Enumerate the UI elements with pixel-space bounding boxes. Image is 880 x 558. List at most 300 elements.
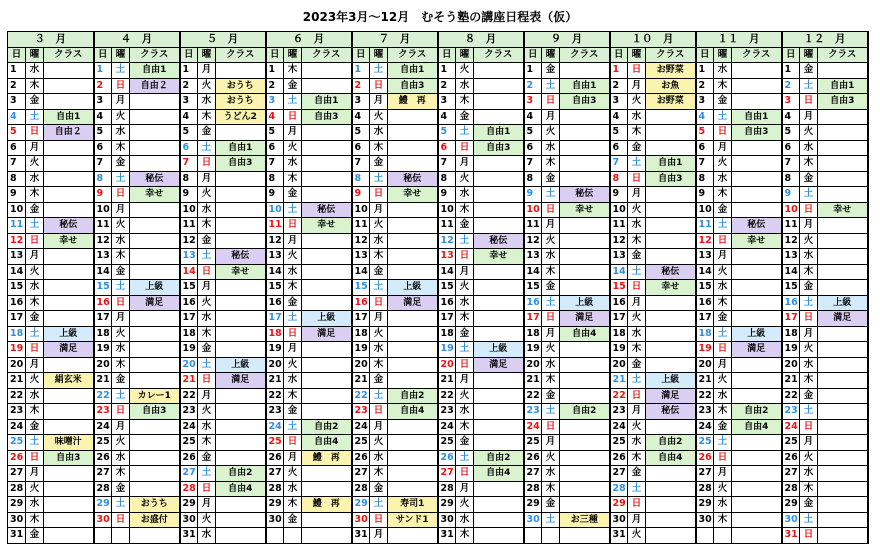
weekday-cell: 金: [456, 109, 474, 125]
day-number: 7: [8, 156, 26, 172]
class-cell: [388, 466, 438, 482]
weekday-cell: 日: [800, 311, 818, 327]
day-number: 7: [524, 156, 542, 172]
weekday-cell: 木: [456, 202, 474, 218]
weekday-cell: 木: [26, 512, 44, 528]
day-number: 11: [8, 218, 26, 234]
col-header-class: クラス: [474, 47, 524, 63]
weekday-cell: 土: [370, 63, 388, 79]
class-cell: [388, 311, 438, 327]
weekday-cell: 土: [284, 202, 302, 218]
weekday-cell: 月: [284, 125, 302, 141]
day-number: 26: [782, 450, 800, 466]
weekday-cell: 土: [284, 419, 302, 435]
col-header-weekday: 曜: [284, 47, 302, 63]
day-number: 2: [94, 78, 112, 94]
weekday-cell: 月: [370, 311, 388, 327]
class-cell: [646, 249, 696, 265]
day-number: 28: [696, 481, 714, 497]
class-cell: [388, 528, 438, 544]
day-number: 9: [438, 187, 456, 203]
class-event: 自由1: [388, 63, 438, 79]
day-number: 6: [352, 140, 370, 156]
class-cell: [302, 373, 352, 389]
weekday-cell: 月: [800, 326, 818, 342]
weekday-cell: 水: [112, 450, 130, 466]
weekday-cell: 水: [800, 140, 818, 156]
class-cell: [818, 326, 868, 342]
weekday-cell: 日: [542, 202, 560, 218]
weekday-cell: 金: [284, 295, 302, 311]
weekday-cell: 日: [370, 404, 388, 420]
day-number: 1: [610, 63, 628, 79]
class-cell: [474, 202, 524, 218]
day-number: 24: [610, 419, 628, 435]
weekday-cell: 水: [800, 249, 818, 265]
day-number: 19: [696, 342, 714, 358]
day-number: 11: [352, 218, 370, 234]
class-cell: [474, 419, 524, 435]
day-number: 9: [352, 187, 370, 203]
page-title: 2023年3月～12月 むそう塾の講座日程表（仮）: [302, 10, 578, 24]
class-cell: [130, 202, 180, 218]
day-number: 11: [438, 218, 456, 234]
day-number: 30: [610, 512, 628, 528]
weekday-cell: 火: [800, 342, 818, 358]
class-event: 上級: [474, 342, 524, 358]
day-number: 21: [8, 373, 26, 389]
col-header-day: 日: [8, 47, 26, 63]
class-event: お野菜: [646, 63, 696, 79]
weekday-cell: 土: [370, 388, 388, 404]
weekday-cell: 金: [370, 156, 388, 172]
day-number: 4: [352, 109, 370, 125]
month-header: ５ 月: [180, 32, 266, 48]
class-event: 絹玄米: [44, 373, 94, 389]
class-cell: [732, 94, 782, 110]
day-number: 27: [438, 466, 456, 482]
day-row: [8, 497, 868, 513]
class-event: 秘伝: [388, 171, 438, 187]
weekday-cell: 木: [26, 404, 44, 420]
weekday-cell: 木: [198, 326, 216, 342]
weekday-cell: 日: [800, 94, 818, 110]
day-number: 9: [94, 187, 112, 203]
weekday-cell: 火: [628, 528, 646, 544]
weekday-cell: 月: [542, 435, 560, 451]
weekday-cell: 金: [628, 140, 646, 156]
weekday-cell: 金: [628, 466, 646, 482]
weekday-cell: 火: [26, 481, 44, 497]
weekday-cell: 月: [26, 249, 44, 265]
class-cell: [560, 171, 610, 187]
weekday-cell: 月: [456, 373, 474, 389]
class-cell: [44, 404, 94, 420]
weekday-cell: 水: [26, 63, 44, 79]
weekday-cell: 火: [26, 373, 44, 389]
day-number: 18: [782, 326, 800, 342]
weekday-cell: 土: [198, 466, 216, 482]
day-row: [8, 78, 868, 94]
day-number: 18: [180, 326, 198, 342]
day-number: 27: [524, 466, 542, 482]
class-cell: [646, 497, 696, 513]
day-number: 12: [782, 233, 800, 249]
day-number: 31: [180, 528, 198, 544]
weekday-cell: 土: [628, 264, 646, 280]
class-cell: [646, 419, 696, 435]
weekday-cell: 水: [456, 295, 474, 311]
class-cell: [388, 264, 438, 280]
day-number: 18: [8, 326, 26, 342]
class-cell: [818, 512, 868, 528]
weekday-cell: 水: [284, 264, 302, 280]
day-number: 26: [94, 450, 112, 466]
class-cell: [44, 388, 94, 404]
class-cell: [44, 466, 94, 482]
class-event: 自由2: [646, 435, 696, 451]
class-cell: [216, 233, 266, 249]
class-event: 幸せ: [44, 233, 94, 249]
class-cell: [560, 280, 610, 296]
day-number: 8: [782, 171, 800, 187]
class-cell: [302, 171, 352, 187]
day-number: 22: [438, 388, 456, 404]
weekday-cell: 土: [628, 156, 646, 172]
class-event: 秘伝: [130, 171, 180, 187]
weekday-cell: 火: [370, 326, 388, 342]
class-cell: [646, 466, 696, 482]
class-event: 幸せ: [646, 280, 696, 296]
weekday-cell: 火: [456, 280, 474, 296]
day-number: 15: [180, 280, 198, 296]
class-cell: [130, 342, 180, 358]
class-cell: [474, 512, 524, 528]
day-number: 5: [8, 125, 26, 141]
class-cell: [44, 264, 94, 280]
day-number: 28: [782, 481, 800, 497]
weekday-cell: 月: [370, 528, 388, 544]
weekday-cell: 木: [542, 373, 560, 389]
day-number: 29: [438, 497, 456, 513]
day-number: 25: [94, 435, 112, 451]
class-event: 自由4: [474, 466, 524, 482]
weekday-cell: 水: [198, 419, 216, 435]
weekday-cell: 木: [26, 78, 44, 94]
weekday-cell: 日: [628, 171, 646, 187]
day-number: 16: [8, 295, 26, 311]
day-number: 27: [696, 466, 714, 482]
class-cell: [818, 373, 868, 389]
month-header: ６ 月: [266, 32, 352, 48]
weekday-cell: 日: [112, 404, 130, 420]
weekday-cell: 月: [628, 78, 646, 94]
class-cell: [388, 249, 438, 265]
day-number: 1: [782, 63, 800, 79]
weekday-cell: 木: [284, 63, 302, 79]
class-cell: [130, 357, 180, 373]
class-cell: [732, 78, 782, 94]
day-number: 6: [610, 140, 628, 156]
day-number: 23: [94, 404, 112, 420]
class-event: 自由1: [560, 78, 610, 94]
schedule-table: [7, 31, 869, 544]
day-number: 13: [782, 249, 800, 265]
weekday-cell: 土: [26, 435, 44, 451]
weekday-cell: 日: [26, 125, 44, 141]
day-number: 3: [438, 94, 456, 110]
weekday-cell: 日: [198, 264, 216, 280]
day-number: 12: [8, 233, 26, 249]
weekday-cell: 木: [198, 109, 216, 125]
class-cell: [302, 388, 352, 404]
weekday-cell: 水: [370, 342, 388, 358]
class-cell: [560, 125, 610, 141]
class-cell: [44, 63, 94, 79]
weekday-cell: 月: [112, 311, 130, 327]
class-cell: [388, 450, 438, 466]
weekday-cell: 水: [542, 249, 560, 265]
class-event: 自由1: [130, 63, 180, 79]
class-event: 満足: [130, 295, 180, 311]
day-number: 25: [352, 435, 370, 451]
day-number: 16: [438, 295, 456, 311]
class-cell: [44, 156, 94, 172]
day-number: 6: [266, 140, 284, 156]
class-cell: [474, 63, 524, 79]
class-cell: [474, 311, 524, 327]
day-number: 14: [782, 264, 800, 280]
col-header-class: クラス: [646, 47, 696, 63]
day-number: 19: [610, 342, 628, 358]
class-event: 味噌汁: [44, 435, 94, 451]
weekday-cell: 月: [628, 404, 646, 420]
day-number: 13: [94, 249, 112, 265]
class-cell: [646, 125, 696, 141]
weekday-cell: 金: [26, 528, 44, 544]
day-number: 16: [266, 295, 284, 311]
class-cell: [646, 109, 696, 125]
day-number: 6: [782, 140, 800, 156]
class-cell: [44, 295, 94, 311]
weekday-cell: 木: [714, 187, 732, 203]
day-number: 7: [352, 156, 370, 172]
weekday-cell: 木: [628, 125, 646, 141]
class-event: 幸せ: [302, 218, 352, 234]
weekday-cell: 水: [714, 497, 732, 513]
weekday-cell: 木: [284, 497, 302, 513]
class-cell: [560, 497, 610, 513]
day-row: [8, 342, 868, 358]
weekday-cell: 土: [542, 512, 560, 528]
weekday-cell: 日: [284, 326, 302, 342]
day-number: 18: [266, 326, 284, 342]
class-cell: [646, 326, 696, 342]
weekday-cell: 月: [284, 450, 302, 466]
day-number: 10: [438, 202, 456, 218]
class-cell: [560, 450, 610, 466]
weekday-cell: 水: [26, 388, 44, 404]
class-cell: [646, 218, 696, 234]
weekday-cell: 金: [714, 311, 732, 327]
weekday-cell: 月: [26, 357, 44, 373]
class-cell: [216, 295, 266, 311]
class-cell: [560, 373, 610, 389]
col-header-weekday: 曜: [26, 47, 44, 63]
day-number: 16: [94, 295, 112, 311]
class-cell: [818, 419, 868, 435]
day-row: [8, 512, 868, 528]
class-event: お三種: [560, 512, 610, 528]
day-row: [8, 280, 868, 296]
class-cell: [732, 435, 782, 451]
class-cell: [44, 171, 94, 187]
day-number: 23: [782, 404, 800, 420]
class-event: 自由2: [302, 419, 352, 435]
day-number: 6: [180, 140, 198, 156]
weekday-cell: 火: [714, 264, 732, 280]
class-cell: [474, 264, 524, 280]
class-cell: [818, 249, 868, 265]
weekday-cell: 月: [800, 218, 818, 234]
day-number: 21: [180, 373, 198, 389]
day-number: 17: [438, 311, 456, 327]
day-number: 20: [782, 357, 800, 373]
empty-cell: [542, 528, 560, 544]
weekday-cell: 月: [628, 295, 646, 311]
class-cell: [302, 156, 352, 172]
day-number: 7: [438, 156, 456, 172]
class-event: 自由4: [732, 419, 782, 435]
day-row: [8, 202, 868, 218]
col-header-day: 日: [696, 47, 714, 63]
weekday-cell: 金: [800, 171, 818, 187]
col-header-weekday: 曜: [542, 47, 560, 63]
class-event: 上級: [302, 311, 352, 327]
class-event: 自由1: [216, 140, 266, 156]
class-cell: [130, 140, 180, 156]
empty-cell: [732, 528, 782, 544]
weekday-cell: 月: [542, 109, 560, 125]
weekday-cell: 日: [112, 187, 130, 203]
class-cell: [560, 264, 610, 280]
class-event: 自由1: [474, 125, 524, 141]
weekday-cell: 水: [198, 202, 216, 218]
weekday-cell: 月: [198, 497, 216, 513]
col-header-class: クラス: [818, 47, 868, 63]
class-event: おうち: [216, 78, 266, 94]
day-number: 23: [352, 404, 370, 420]
class-event: 満足: [474, 357, 524, 373]
weekday-cell: 日: [26, 233, 44, 249]
day-number: 3: [8, 94, 26, 110]
day-row: [8, 264, 868, 280]
class-cell: [216, 512, 266, 528]
weekday-cell: 月: [714, 140, 732, 156]
weekday-cell: 金: [800, 388, 818, 404]
day-number: 10: [352, 202, 370, 218]
day-number: 18: [352, 326, 370, 342]
class-cell: [216, 311, 266, 327]
weekday-cell: 水: [800, 357, 818, 373]
class-event: 上級: [818, 295, 868, 311]
day-number: 7: [782, 156, 800, 172]
class-cell: [474, 78, 524, 94]
weekday-cell: 日: [628, 280, 646, 296]
weekday-cell: 金: [198, 233, 216, 249]
day-row: [8, 388, 868, 404]
day-number: 13: [524, 249, 542, 265]
class-cell: [44, 481, 94, 497]
weekday-cell: 水: [456, 512, 474, 528]
class-cell: [302, 466, 352, 482]
col-header-weekday: 曜: [370, 47, 388, 63]
day-number: 18: [696, 326, 714, 342]
weekday-cell: 木: [456, 419, 474, 435]
weekday-cell: 月: [198, 388, 216, 404]
weekday-cell: 土: [714, 435, 732, 451]
class-event: 幸せ: [216, 264, 266, 280]
day-row: [8, 125, 868, 141]
class-cell: [732, 140, 782, 156]
col-header-weekday: 曜: [714, 47, 732, 63]
weekday-cell: 火: [112, 218, 130, 234]
class-event: 幸せ: [388, 187, 438, 203]
day-number: 27: [610, 466, 628, 482]
class-event: 満足: [646, 388, 696, 404]
day-number: 22: [524, 388, 542, 404]
day-number: 19: [266, 342, 284, 358]
weekday-cell: 月: [456, 156, 474, 172]
class-cell: [474, 295, 524, 311]
weekday-cell: 日: [26, 342, 44, 358]
class-cell: [646, 140, 696, 156]
class-event: 鱧 再: [302, 450, 352, 466]
weekday-cell: 水: [26, 280, 44, 296]
weekday-cell: 日: [800, 528, 818, 544]
weekday-cell: 火: [284, 140, 302, 156]
day-number: 27: [94, 466, 112, 482]
class-cell: [130, 249, 180, 265]
weekday-cell: 水: [198, 94, 216, 110]
class-cell: [130, 233, 180, 249]
class-event: 自由4: [560, 326, 610, 342]
class-cell: [818, 280, 868, 296]
class-cell: [474, 156, 524, 172]
class-cell: [732, 249, 782, 265]
day-row: [8, 295, 868, 311]
weekday-cell: 日: [628, 388, 646, 404]
day-row: [8, 63, 868, 79]
weekday-cell: 月: [714, 357, 732, 373]
weekday-cell: 日: [370, 512, 388, 528]
day-number: 20: [180, 357, 198, 373]
class-event: 自由2: [388, 388, 438, 404]
class-cell: [474, 528, 524, 544]
day-number: 16: [782, 295, 800, 311]
month-header: ８ 月: [438, 32, 524, 48]
class-cell: [44, 497, 94, 513]
weekday-cell: 水: [284, 481, 302, 497]
day-number: 11: [696, 218, 714, 234]
day-number: 10: [782, 202, 800, 218]
weekday-cell: 火: [198, 404, 216, 420]
weekday-cell: 土: [800, 78, 818, 94]
class-cell: [560, 342, 610, 358]
weekday-cell: 火: [714, 481, 732, 497]
weekday-cell: 金: [284, 404, 302, 420]
class-event: 自由4: [216, 481, 266, 497]
